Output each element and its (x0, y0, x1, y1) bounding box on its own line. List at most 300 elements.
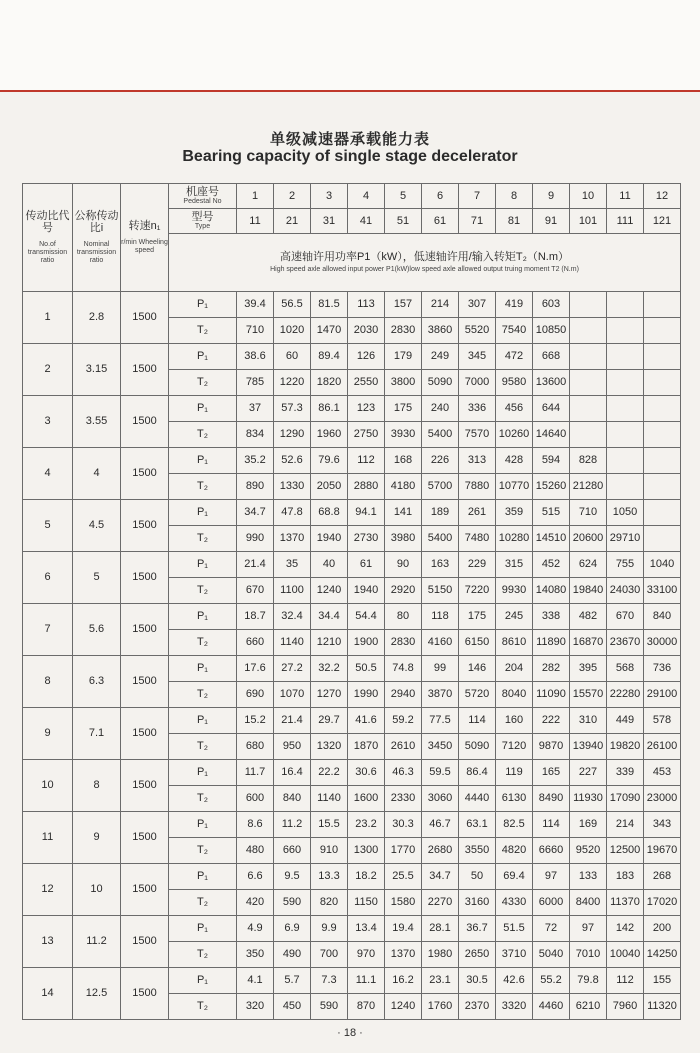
t2-value: 870 (348, 994, 385, 1020)
p1-value: 227 (570, 760, 607, 786)
p1-value: 82.5 (496, 812, 533, 838)
header-row-pedestal (23, 184, 681, 209)
p1-value: 35 (274, 552, 311, 578)
t2-value: 7880 (459, 474, 496, 500)
t2-value: 10040 (607, 942, 644, 968)
t2-value: 19670 (644, 838, 681, 864)
header-type-en: Type (194, 223, 211, 231)
pedestal-no-12: 12 (644, 184, 681, 209)
p1-value: 50 (459, 864, 496, 890)
p1-value: 9.9 (311, 916, 348, 942)
p1-value: 60 (274, 344, 311, 370)
t2-value: 1320 (311, 734, 348, 760)
p1-value: 229 (459, 552, 496, 578)
header-speed-en: r/min Wheeling speed (121, 238, 168, 254)
t2-value: 1370 (385, 942, 422, 968)
p1-value: 99 (422, 656, 459, 682)
header-type-label (169, 209, 237, 234)
t2-value: 1210 (311, 630, 348, 656)
p1-value (607, 448, 644, 474)
p1-value (644, 448, 681, 474)
ratio-code-cell: 8 (23, 656, 73, 708)
t2-value: 17020 (644, 890, 681, 916)
t2-value: 10260 (496, 422, 533, 448)
speed-cell: 1500 (121, 656, 169, 708)
t2-value: 970 (348, 942, 385, 968)
p1-value: 18.7 (237, 604, 274, 630)
t2-value: 660 (237, 630, 274, 656)
p1-value: 204 (496, 656, 533, 682)
t2-value: 1300 (348, 838, 385, 864)
t2-value: 3710 (496, 942, 533, 968)
p1-value: 19.4 (385, 916, 422, 942)
t2-value: 1240 (385, 994, 422, 1020)
p1-value: 310 (570, 708, 607, 734)
t2-value: 7000 (459, 370, 496, 396)
p1-value: 79.6 (311, 448, 348, 474)
p1-value: 119 (496, 760, 533, 786)
t2-value: 700 (311, 942, 348, 968)
type-1: 11 (237, 209, 274, 234)
p1-value: 15.5 (311, 812, 348, 838)
p1-value: 59.2 (385, 708, 422, 734)
p1-label: P₁ (169, 760, 237, 786)
table-row (23, 604, 681, 630)
p1-value: 18.2 (348, 864, 385, 890)
t2-value: 14080 (533, 578, 570, 604)
type-7: 71 (459, 209, 496, 234)
t2-label: T₂ (169, 682, 237, 708)
p1-value: 419 (496, 292, 533, 318)
t2-value: 13600 (533, 370, 570, 396)
ratio-code-cell: 14 (23, 968, 73, 1020)
t2-value: 9580 (496, 370, 533, 396)
nominal-ratio-cell: 11.2 (73, 916, 121, 968)
t2-value: 4180 (385, 474, 422, 500)
speed-cell: 1500 (121, 500, 169, 552)
nominal-ratio-cell: 8 (73, 760, 121, 812)
p1-value: 840 (644, 604, 681, 630)
type-11: 111 (607, 209, 644, 234)
t2-value: 2030 (348, 318, 385, 344)
t2-value: 1900 (348, 630, 385, 656)
t2-value: 1020 (274, 318, 311, 344)
speed-cell: 1500 (121, 864, 169, 916)
p1-value: 16.4 (274, 760, 311, 786)
p1-value: 594 (533, 448, 570, 474)
t2-value: 834 (237, 422, 274, 448)
pedestal-no-3: 3 (311, 184, 348, 209)
p1-value: 1040 (644, 552, 681, 578)
t2-value: 3860 (422, 318, 459, 344)
t2-value: 1980 (422, 942, 459, 968)
t2-value: 14250 (644, 942, 681, 968)
t2-value: 6210 (570, 994, 607, 1020)
t2-value: 2550 (348, 370, 385, 396)
p1-value: 61 (348, 552, 385, 578)
table-row (23, 344, 681, 370)
p1-value (607, 396, 644, 422)
header-ratio-code (23, 184, 73, 292)
ratio-code-cell: 7 (23, 604, 73, 656)
t2-value: 15570 (570, 682, 607, 708)
p1-value: 30.6 (348, 760, 385, 786)
p1-value: 112 (607, 968, 644, 994)
p1-value: 23.2 (348, 812, 385, 838)
p1-value: 828 (570, 448, 607, 474)
t2-value: 670 (237, 578, 274, 604)
type-4: 41 (348, 209, 385, 234)
p1-value: 29.7 (311, 708, 348, 734)
pedestal-no-11: 11 (607, 184, 644, 209)
t2-value: 2730 (348, 526, 385, 552)
p1-value: 22.2 (311, 760, 348, 786)
p1-value: 114 (459, 708, 496, 734)
p1-value: 6.6 (237, 864, 274, 890)
ratio-code-cell: 13 (23, 916, 73, 968)
p1-value: 165 (533, 760, 570, 786)
t2-value: 1470 (311, 318, 348, 344)
t2-value: 26100 (644, 734, 681, 760)
t2-value: 17090 (607, 786, 644, 812)
t2-value: 10850 (533, 318, 570, 344)
p1-value: 4.9 (237, 916, 274, 942)
p1-label: P₁ (169, 812, 237, 838)
table-row (23, 864, 681, 890)
p1-value: 38.6 (237, 344, 274, 370)
pedestal-no-5: 5 (385, 184, 422, 209)
table-row (23, 968, 681, 994)
t2-value: 680 (237, 734, 274, 760)
p1-value: 112 (348, 448, 385, 474)
t2-value: 4460 (533, 994, 570, 1020)
p1-value: 37 (237, 396, 274, 422)
t2-value: 2050 (311, 474, 348, 500)
t2-value: 3550 (459, 838, 496, 864)
header-note-cn: 高速轴许用功率P1（kW），低速轴许用/输入转矩T₂（N.m） (279, 251, 570, 264)
t2-value: 710 (237, 318, 274, 344)
t2-value: 1150 (348, 890, 385, 916)
p1-value: 15.2 (237, 708, 274, 734)
p1-value: 456 (496, 396, 533, 422)
t2-value: 11930 (570, 786, 607, 812)
p1-value (570, 292, 607, 318)
p1-value: 7.3 (311, 968, 348, 994)
ratio-code-cell: 6 (23, 552, 73, 604)
table-row (23, 292, 681, 318)
t2-value: 11370 (607, 890, 644, 916)
t2-value: 8400 (570, 890, 607, 916)
header-nominal-ratio-cn: 公称传动比i (74, 210, 119, 235)
p1-label: P₁ (169, 604, 237, 630)
t2-value: 11890 (533, 630, 570, 656)
p1-value: 86.4 (459, 760, 496, 786)
t2-value: 15260 (533, 474, 570, 500)
p1-value: 133 (570, 864, 607, 890)
t2-label: T₂ (169, 422, 237, 448)
t2-value (644, 474, 681, 500)
p1-value: 55.2 (533, 968, 570, 994)
p1-value: 339 (607, 760, 644, 786)
t2-value: 29710 (607, 526, 644, 552)
p1-value: 11.2 (274, 812, 311, 838)
p1-value: 141 (385, 500, 422, 526)
p1-value: 5.7 (274, 968, 311, 994)
table-row (23, 656, 681, 682)
p1-value: 9.5 (274, 864, 311, 890)
header-note (169, 234, 681, 292)
t2-value: 2270 (422, 890, 459, 916)
p1-value: 21.4 (274, 708, 311, 734)
nominal-ratio-cell: 5 (73, 552, 121, 604)
p1-value: 449 (607, 708, 644, 734)
type-12: 121 (644, 209, 681, 234)
header-pedestal-label (169, 184, 237, 209)
header-note-en: High speed axle allowed input power P1(kW)low speed axle allowed output truing moment T2 (N.m) (270, 266, 579, 274)
ratio-code-cell: 3 (23, 396, 73, 448)
nominal-ratio-cell: 3.15 (73, 344, 121, 396)
t2-label: T₂ (169, 994, 237, 1020)
p1-value: 4.1 (237, 968, 274, 994)
p1-value: 59.5 (422, 760, 459, 786)
p1-value: 54.4 (348, 604, 385, 630)
type-5: 51 (385, 209, 422, 234)
t2-value: 950 (274, 734, 311, 760)
t2-value: 14510 (533, 526, 570, 552)
t2-label: T₂ (169, 370, 237, 396)
table-title-en: Bearing capacity of single stage decelerator (182, 148, 518, 165)
header-ratio-code-cn: 传动比代号 (25, 210, 70, 235)
nominal-ratio-cell: 3.55 (73, 396, 121, 448)
t2-value: 7570 (459, 422, 496, 448)
t2-value: 1760 (422, 994, 459, 1020)
pedestal-no-6: 6 (422, 184, 459, 209)
p1-value: 453 (644, 760, 681, 786)
t2-value: 29100 (644, 682, 681, 708)
p1-value: 25.5 (385, 864, 422, 890)
t2-value: 9930 (496, 578, 533, 604)
p1-value: 359 (496, 500, 533, 526)
t2-value: 1960 (311, 422, 348, 448)
p1-value: 452 (533, 552, 570, 578)
t2-label: T₂ (169, 474, 237, 500)
t2-value: 6150 (459, 630, 496, 656)
p1-value: 755 (607, 552, 644, 578)
p1-value: 94.1 (348, 500, 385, 526)
t2-value (644, 318, 681, 344)
t2-label: T₂ (169, 942, 237, 968)
t2-value (607, 318, 644, 344)
t2-value: 1940 (348, 578, 385, 604)
t2-value: 14640 (533, 422, 570, 448)
t2-value: 5400 (422, 422, 459, 448)
t2-value: 2940 (385, 682, 422, 708)
nominal-ratio-cell: 4.5 (73, 500, 121, 552)
p1-value: 51.5 (496, 916, 533, 942)
speed-cell: 1500 (121, 396, 169, 448)
p1-label: P₁ (169, 864, 237, 890)
page-number: · 18 · (337, 1027, 363, 1039)
t2-value: 590 (311, 994, 348, 1020)
t2-value: 2920 (385, 578, 422, 604)
p1-value: 80 (385, 604, 422, 630)
t2-value: 1290 (274, 422, 311, 448)
p1-value: 603 (533, 292, 570, 318)
speed-cell: 1500 (121, 968, 169, 1020)
capacity-table (22, 183, 681, 1020)
p1-value: 56.5 (274, 292, 311, 318)
p1-label: P₁ (169, 344, 237, 370)
type-2: 21 (274, 209, 311, 234)
t2-value: 1240 (311, 578, 348, 604)
table-row (23, 448, 681, 474)
t2-value: 2830 (385, 630, 422, 656)
p1-value: 307 (459, 292, 496, 318)
t2-value: 3980 (385, 526, 422, 552)
p1-value: 200 (644, 916, 681, 942)
speed-cell: 1500 (121, 448, 169, 500)
p1-value: 282 (533, 656, 570, 682)
ratio-code-cell: 11 (23, 812, 73, 864)
t2-value: 600 (237, 786, 274, 812)
p1-value: 17.6 (237, 656, 274, 682)
t2-label: T₂ (169, 734, 237, 760)
speed-cell: 1500 (121, 552, 169, 604)
p1-value: 578 (644, 708, 681, 734)
header-nominal-ratio (73, 184, 121, 292)
p1-value: 81.5 (311, 292, 348, 318)
p1-value: 168 (385, 448, 422, 474)
p1-value: 11.1 (348, 968, 385, 994)
t2-value: 910 (311, 838, 348, 864)
t2-value: 2650 (459, 942, 496, 968)
p1-value: 710 (570, 500, 607, 526)
p1-value: 34.7 (422, 864, 459, 890)
t2-value (570, 370, 607, 396)
t2-value: 1330 (274, 474, 311, 500)
t2-value: 33100 (644, 578, 681, 604)
p1-value: 336 (459, 396, 496, 422)
p1-value: 240 (422, 396, 459, 422)
p1-value: 57.3 (274, 396, 311, 422)
pedestal-no-9: 9 (533, 184, 570, 209)
p1-value: 79.8 (570, 968, 607, 994)
p1-value: 63.1 (459, 812, 496, 838)
t2-value: 1070 (274, 682, 311, 708)
p1-value: 624 (570, 552, 607, 578)
t2-value: 30000 (644, 630, 681, 656)
p1-value: 74.8 (385, 656, 422, 682)
t2-value: 2610 (385, 734, 422, 760)
t2-value: 1370 (274, 526, 311, 552)
t2-value: 21280 (570, 474, 607, 500)
p1-value: 23.1 (422, 968, 459, 994)
type-8: 81 (496, 209, 533, 234)
t2-value: 2750 (348, 422, 385, 448)
t2-label: T₂ (169, 838, 237, 864)
type-9: 91 (533, 209, 570, 234)
speed-cell: 1500 (121, 344, 169, 396)
p1-value: 113 (348, 292, 385, 318)
pedestal-no-2: 2 (274, 184, 311, 209)
p1-value: 118 (422, 604, 459, 630)
t2-value: 12500 (607, 838, 644, 864)
t2-value (607, 422, 644, 448)
t2-value: 1770 (385, 838, 422, 864)
p1-value (607, 344, 644, 370)
t2-value: 1100 (274, 578, 311, 604)
speed-cell: 1500 (121, 292, 169, 344)
p1-value: 35.2 (237, 448, 274, 474)
t2-value: 3320 (496, 994, 533, 1020)
t2-value: 6000 (533, 890, 570, 916)
nominal-ratio-cell: 4 (73, 448, 121, 500)
t2-value: 1220 (274, 370, 311, 396)
pedestal-no-10: 10 (570, 184, 607, 209)
t2-value: 3870 (422, 682, 459, 708)
p1-value: 16.2 (385, 968, 422, 994)
t2-value (644, 370, 681, 396)
t2-value: 4160 (422, 630, 459, 656)
ratio-code-cell: 5 (23, 500, 73, 552)
p1-value: 89.4 (311, 344, 348, 370)
nominal-ratio-cell: 6.3 (73, 656, 121, 708)
t2-value: 990 (237, 526, 274, 552)
t2-value: 4330 (496, 890, 533, 916)
table-row (23, 552, 681, 578)
p1-label: P₁ (169, 968, 237, 994)
pedestal-no-7: 7 (459, 184, 496, 209)
p1-value (644, 396, 681, 422)
p1-value (644, 500, 681, 526)
t2-value: 5700 (422, 474, 459, 500)
t2-value (644, 422, 681, 448)
t2-value: 19820 (607, 734, 644, 760)
t2-value: 9870 (533, 734, 570, 760)
p1-value: 30.5 (459, 968, 496, 994)
top-margin (0, 0, 700, 90)
p1-value: 34.4 (311, 604, 348, 630)
t2-value: 3060 (422, 786, 459, 812)
t2-value: 450 (274, 994, 311, 1020)
t2-value: 3160 (459, 890, 496, 916)
p1-value: 268 (644, 864, 681, 890)
p1-value: 47.8 (274, 500, 311, 526)
type-6: 61 (422, 209, 459, 234)
p1-value: 222 (533, 708, 570, 734)
p1-value: 30.3 (385, 812, 422, 838)
table-row (23, 708, 681, 734)
t2-value: 690 (237, 682, 274, 708)
t2-value: 2330 (385, 786, 422, 812)
p1-value: 114 (533, 812, 570, 838)
p1-value: 315 (496, 552, 533, 578)
p1-value: 160 (496, 708, 533, 734)
t2-value: 23000 (644, 786, 681, 812)
t2-value: 4440 (459, 786, 496, 812)
nominal-ratio-cell: 10 (73, 864, 121, 916)
t2-value: 320 (237, 994, 274, 1020)
t2-label: T₂ (169, 578, 237, 604)
p1-label: P₁ (169, 448, 237, 474)
t2-value: 4820 (496, 838, 533, 864)
p1-value: 46.3 (385, 760, 422, 786)
t2-value: 5720 (459, 682, 496, 708)
speed-cell: 1500 (121, 604, 169, 656)
t2-value: 2370 (459, 994, 496, 1020)
t2-value: 5090 (422, 370, 459, 396)
t2-value: 1140 (311, 786, 348, 812)
